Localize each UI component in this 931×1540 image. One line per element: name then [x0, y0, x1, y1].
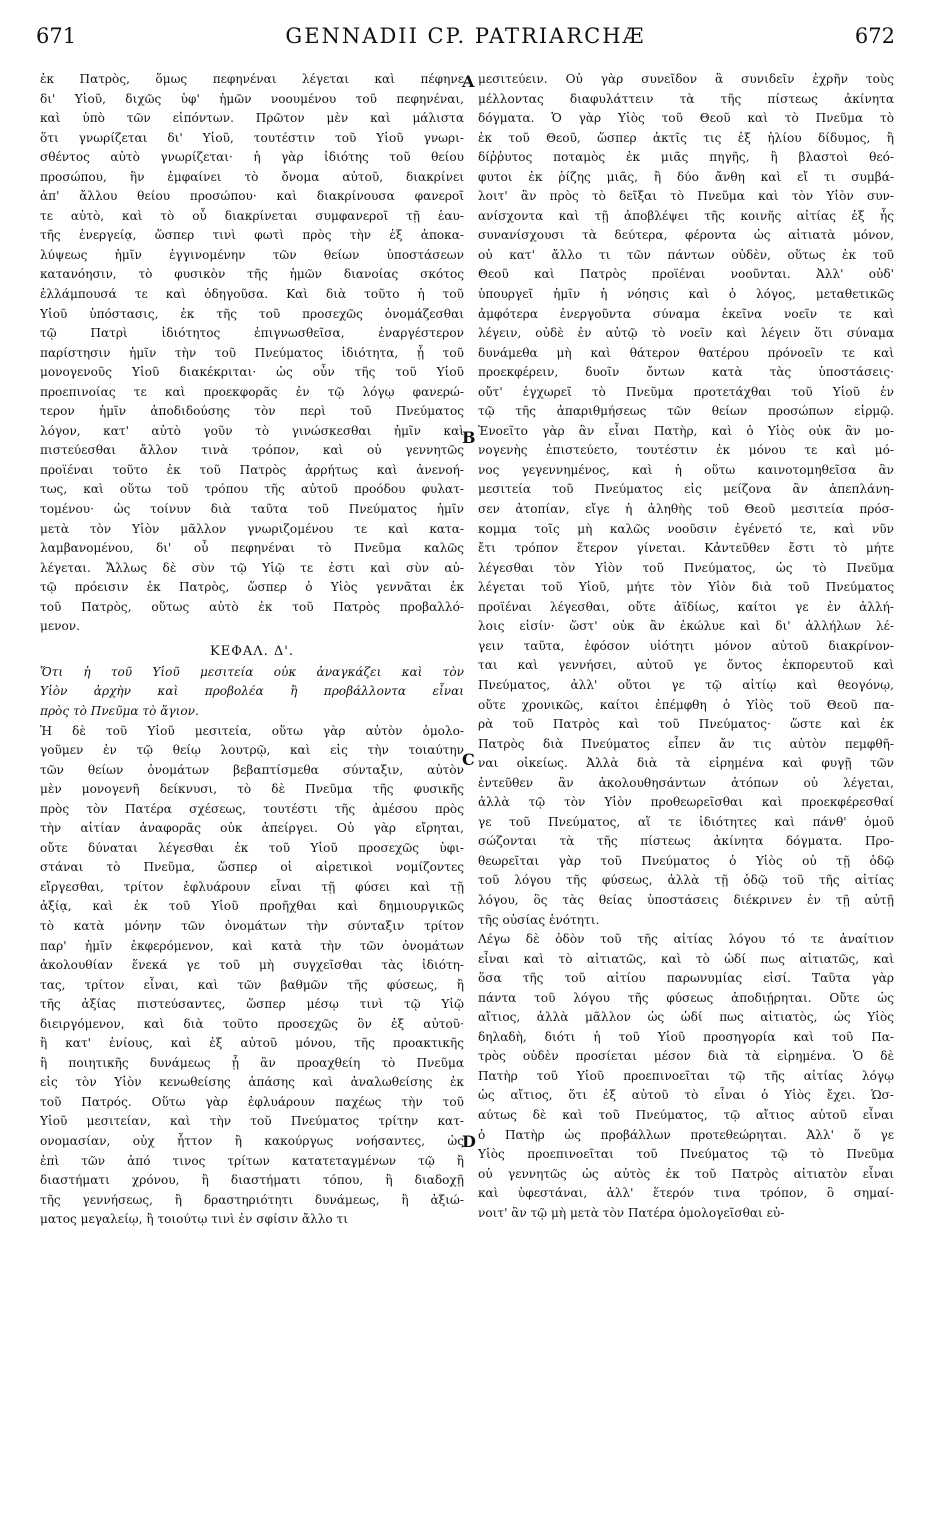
text-line: μενον. — [40, 619, 80, 634]
text-line: διαστήματι χρόνου, ἢ διαστήματι τόπου, ἢ διαδοχῇ — [40, 1173, 464, 1188]
text-line: φυτοι ἐκ ῥίζης μιᾶς, ἢ δύο ἄνθη καὶ εἴ τι συμβά- — [478, 169, 894, 184]
text-line: λαμβανομένου, δι' οὗ πεφηνέναι τὸ Πνεῦμα καλῶς — [40, 541, 464, 556]
text-line: ἀπ' ἄλλου θείου προσώπου· καὶ διακρίνουσα φανεροῖ — [40, 189, 464, 204]
text-line: νοιτ' ἂν τῷ μὴ μετὰ τὸν Πατέρα ὁμολογεῖσθαι εὐ- — [478, 1205, 785, 1220]
chapter-heading: ΚΕΦΑΛ. Δ'. — [210, 643, 294, 659]
text-line: Υἱοῦ μεσιτείαν, καὶ τὴν τοῦ Πνεύματος τρίτην κατ- — [40, 1114, 464, 1129]
right-paragraph-1 — [478, 70, 894, 930]
text-line: ὡς αἴτιος, ὅτι ἐξ αὐτοῦ τὸ εἶναι ὁ Υἱὸς ἔχει. Ὡσ- — [478, 1088, 894, 1103]
text-line: ἀμφότερα ἐνεργοῦντα σύναμα ἐκεῖνα νοεῖν τε καὶ — [478, 306, 894, 321]
text-line: προεκφέρειν, δυοῖν ὄντων κατὰ τὰς ὑποστάσεις· — [478, 365, 894, 380]
text-line: τερον ἡμῖν ἀποδιδούσης τὸν περὶ τοῦ Πνεύματος — [40, 404, 464, 419]
text-line: τρὸς οὐδὲν προσίεται μέσον διὰ τὰ εἰρημένα. Ὁ δὲ — [478, 1049, 894, 1064]
text-line: ρὰ τοῦ Πατρὸς καὶ τοῦ Πνεύματος· ὥστε καὶ ἐκ — [478, 717, 894, 732]
text-line: προϊέναι τοῦτο ἐκ τοῦ Πατρὸς ἀρρήτως καὶ ἀνενοή- — [40, 462, 464, 477]
text-line: Ἡ δὲ τοῦ Υἱοῦ μεσιτεία, οὕτω γὰρ αὐτὸν ὁμολο- — [40, 723, 464, 738]
running-header — [36, 24, 895, 54]
text-line: μεσιτεία τοῦ Πνεύματος εἰς μείζονα ἂν ἀπεπλάνη- — [478, 482, 894, 497]
text-line: νος γεγεννημένος, καὶ ἡ οὕτω καινοτομηθεῖσα ἂν — [478, 462, 894, 477]
text-line: τῆς ἐνεργείᾳ, ὥσπερ τινὶ φωτὶ πρὸς τὴν ἐξ ἀποκα- — [40, 228, 464, 243]
text-line: προεπινοίας τε καὶ προεκφορᾶς ἐν τῷ λόγῳ φανερώ- — [40, 384, 464, 399]
text-line: τῆς ἀξίας πιστεύσαντες, ὥσπερ μέσῳ τινὶ τῷ Υἱῷ — [40, 997, 464, 1012]
text-line: τῶν θείων ὀνομάτων βεβαπτίσμεθα σύνταξιν, αὐτὸν — [40, 762, 464, 777]
text-line: ἐκ τοῦ Θεοῦ, ὥσπερ ἀκτῖς τις ἐξ ἡλίου δίδυμος, ἢ — [478, 130, 894, 145]
text-line: ται καὶ γεννήσει, αὐτοῦ γε ὄντος ἐκπορευτοῦ καὶ — [478, 658, 894, 673]
text-line: τῷ πρόεισιν ἐκ Πατρὸς, ὥσπερ ὁ Υἱὸς γεννᾶται ἐκ — [40, 580, 464, 595]
text-line: Λέγω δὲ ὁδὸν τοῦ τῆς αἰτίας λόγου τό τε ἀναίτιον — [478, 932, 894, 947]
text-line: διειργόμενον, καὶ διὰ τοῦτο προσεχῶς ὂν ἐξ αὐτοῦ· — [40, 1016, 464, 1031]
text-line: μέλλοντας διαφυλάττειν τὰ τῆς πίστεως ἀκίνητα — [478, 91, 894, 106]
left-paragraph-1 — [40, 70, 464, 637]
margin-letter-d: D — [462, 1132, 476, 1151]
text-line: ὅτι γνωρίζεται δι' Υἱοῦ, τουτέστιν τοῦ Υἱοῦ γνωρι- — [40, 130, 464, 145]
text-line: τὸ κατὰ μόνην τῶν ὀνομάτων τὴν σύνταξιν τρίτον — [40, 918, 464, 933]
text-line: προϊέναι λέγεσθαι, οὔτε ἀϊδίως, καίτοι γε ἐν ἀλλή- — [478, 599, 894, 614]
text-line: ὅσα τῆς τοῦ αἰτίου παρωνυμίας εἰσί. Ταῦτα γὰρ — [478, 971, 894, 986]
left-paragraph-2 — [40, 722, 464, 1230]
text-line: σεν ἀτοπίαν, εἴγε ἡ ἀληθὴς τοῦ Θεοῦ μεσιτεία πρόσ- — [478, 502, 894, 517]
text-line: τῷ τῆς ἀπαριθμήσεως τῶν θείων προσώπων εἱρμῷ. — [478, 404, 894, 419]
text-line: κομμα τοῖς μὴ καλῶς νοοῦσιν ἐγένετό τε, καὶ νῦν — [478, 521, 894, 536]
text-line: προσώπου, ἣν ἐμφαίνει τὸ ὄνομα αὐτοῦ, διακρίνει — [40, 169, 464, 184]
text-line: γειν ταῦτα, ἐφόσον υἱότητι μόνον αὐτοῦ διακρίνον- — [478, 638, 894, 653]
text-line: Υἱὸν ἀρχὴν καὶ προβολέα ἢ προβάλλοντα εἶναι — [40, 684, 464, 699]
text-line: λέγεται. Ἄλλως δὲ σὺν τῷ Υἱῷ τε ἐστι καὶ σὺν αὐ- — [40, 560, 464, 575]
text-line: καὶ ὑπὸ τῶν εἰπόντων. Πρῶτον μὲν καὶ μάλιστα — [40, 111, 464, 126]
text-line: τοῦ Πατρὸς, οὕτως αὐτὸ ἐκ τοῦ Πατρὸς προβαλλό- — [40, 599, 464, 614]
left-column — [40, 70, 464, 1230]
text-line: παρίστησιν ἡμῖν τὴν τοῦ Πνεύματος ἰδιότητα, ᾗ τοῦ — [40, 345, 464, 360]
text-line: παρ' ἡμῖν ἐκφερόμενον, καὶ κατὰ τὴν τῶν ὀνομάτων — [40, 938, 464, 953]
text-line: αἴτιος, ἀλλὰ μᾶλλον ὡς ὡδί πως αἰτιατὸς, ὡς Υἱὸς — [478, 1010, 894, 1025]
text-line: Υἱοῦ ὑπόστασις, ἐκ τῆς τοῦ προσεχῶς ὀνομάζεσθαι — [40, 306, 464, 321]
text-line: μονογενοῦς Υἱοῦ διακέκριται· ὡς οὖν τῆς τοῦ Υἱοῦ — [40, 365, 464, 380]
page-number-left: 671 — [36, 24, 77, 48]
text-line: λόγου, ὃς τὰς θείας ὑποστάσεις διέκρινεν ἐν τῇ αὐτῇ — [478, 892, 894, 907]
page-number-right: 672 — [854, 24, 895, 48]
text-line: ἀκολουθίαν ἕνεκά γε τοῦ μὴ συγχεῖσθαι τὰς ἰδιότη- — [40, 958, 464, 973]
text-line: πρὸς τὸν Πατέρα σχέσεως, τουτέστι τῆς ἀμέσου πρὸς — [40, 801, 464, 816]
text-line: ανίσχοντα καὶ τῇ ἀποβλέψει τῆς κοινῆς αἰτίας ἐξ ἧς — [478, 208, 894, 223]
text-line: ναι οἰκείως. Ἀλλὰ διὰ τὰ εἰρημένα καὶ φυγῇ τῶν — [478, 756, 894, 771]
running-title: GENNADII CP. PATRIARCHÆ — [285, 24, 646, 48]
text-line: εἶναι καὶ τὸ αἰτιατῶς, καὶ τὸ ὡδί πως αἰτιατῶς, καὶ — [478, 951, 894, 966]
text-line: ἀξίᾳ, καὶ ἐκ τοῦ Υἱοῦ προῆχθαι καὶ δημιουργικῶς — [40, 899, 464, 914]
text-line: ονομασίαν, οὐχ ἧττον ἢ κακούργως νοήσαντες, ὡς — [40, 1133, 464, 1148]
text-line: Θεοῦ καὶ Πατρὸς προϊέναι νοοῦνται. Ἀλλ' οὐδ' — [478, 267, 894, 282]
text-line: τως, καὶ οὕτω τοῦ τρόπου τῆς αὐτοῦ προόδου φυλατ- — [40, 482, 464, 497]
text-line: οὔτε χρονικῶς, καίτοι ἐπέμφθη ὁ Υἱὸς τοῦ Θεοῦ πα- — [478, 697, 894, 712]
chapter-title — [40, 663, 464, 722]
text-line: εἴργεσθαι, τρίτον ἐφλυάρουν εἶναι τῇ φύσει καὶ τῇ — [40, 879, 464, 894]
text-line: οὐ γεννητῶς ὡς αὐτὸς ἐκ τοῦ Πατρὸς αἰτιατὸν εἶναι — [478, 1166, 894, 1181]
text-line: δόγματα. Ὁ γὰρ Υἱὸς τοῦ Θεοῦ καὶ τὸ Πνεῦμα τὸ — [478, 111, 894, 126]
text-line: οὔτε δύναται λέγεσθαι ἐκ τοῦ Υἱοῦ προσεχῶς ὑφι- — [40, 840, 464, 855]
text-line: εἰς τὸν Υἱὸν κενωθείσης ἁπάσης καὶ ἀναλωθείσης ἐκ — [40, 1075, 464, 1090]
text-line: μεσιτεύειν. Οὐ γὰρ συνεῖδον ἃ συνιδεῖν ἐχρῆν τοὺς — [478, 72, 894, 86]
text-line: οὔτ' ἐγχωρεῖ τὸ Πνεῦμα προτετάχθαι τοῦ Υἱοῦ ἐν — [478, 384, 894, 399]
text-line: αύτως δὲ καὶ τοῦ Πνεύματος, τῷ αἴτιος αὐτοῦ εἶναι — [478, 1107, 894, 1122]
text-line: δυνάμεθα μὴ καὶ θάτερον θατέρου πρόνοεῖν τε καὶ — [478, 345, 894, 360]
text-line: μὲν μονογενῆ δείκνυσι, τὸ δὲ Πνεῦμα τῆς φυσικῆς — [40, 782, 464, 797]
text-line: πιστεύεσθαι ἄλλον τινὰ τρόπον, καὶ οὐ γεννητῶς — [40, 443, 464, 458]
text-line: λύψεως ἡμῖν ἐγγινομένην τῶν θείων ὑποστάσεων — [40, 247, 464, 262]
text-line: μετὰ τὸν Υἱὸν μᾶλλον γνωριζομένου τε καὶ κατα- — [40, 521, 464, 536]
text-line: σθέντος αὐτὸ γνωρίζεται· ἡ γὰρ ἰδιότης τοῦ θείου — [40, 150, 464, 165]
margin-letter-a: A — [462, 72, 475, 91]
text-line: ἔτι τρόπον ἕτερον γίνεται. Κἀντεῦθεν ἔστι τὸ μήτε — [478, 541, 894, 556]
text-line: συνανίσχουσι τὰ δεύτερα, φέροντα ὡς αἰτιατὰ μόνον, — [478, 228, 894, 243]
text-line: Πνεύματος, ἀλλ' οὔτοι γε τῷ αἰτίῳ καὶ θεογόνῳ, — [478, 677, 894, 692]
text-line: καὶ ὑφεστάναι, ἀλλ' ἕτερόν τινα τρόπον, ὃ σημαί- — [478, 1186, 894, 1201]
right-paragraph-2 — [478, 930, 894, 1223]
text-line: Ἐνοεῖτο γὰρ ἂν εἶναι Πατὴρ, καὶ ὁ Υἱὸς οὐκ ἂν μο- — [478, 423, 894, 438]
text-line: ἐλλάμπουσά τε καὶ ὁδηγοῦσα. Καὶ διὰ τοῦτο ἡ τοῦ — [40, 287, 464, 302]
text-line: ἐπὶ τῶν ἀπό τινος τρίτων κατατεταγμένων τῷ ἢ — [40, 1153, 464, 1168]
text-line: ὁ Πατὴρ ὡς προβάλλων προτεθεώρηται. Ἀλλ' ὅ γε — [478, 1127, 894, 1142]
text-line: τὴν αἰτίαν ἀναφορᾶς οὐκ ἀπείργει. Οὐ γὰρ εἴρηται, — [40, 821, 464, 836]
text-line: ἢ κατ' ἐνίους, καὶ ἐξ αὐτοῦ μόνου, τῆς προακτικῆς — [40, 1036, 464, 1051]
text-line: τῆς οὐσίας ἑνότητι. — [478, 912, 600, 927]
text-line: λέγεται τοῦ Υἱοῦ, μήτε τὸν Υἱὸν διὰ τοῦ Πνεύματος — [478, 580, 894, 595]
text-line: οὐ κατ' ἄλλο τι τῶν πάντων οὐδὲν, οὕτως ἐκ τοῦ — [478, 247, 894, 262]
text-line: λέγεσθαι τὸν Υἱὸν τοῦ Πνεύματος, ὡς τὸ Πνεῦμα — [478, 560, 894, 575]
text-line: ἐντεῦθεν ἂν ἀκολουθησάντων ἀτόπων οὐ λέγεται, — [478, 775, 894, 790]
text-line: γε τοῦ Πνεύματος, αἵ τε ἰδιότητες καὶ πάνθ' ὁμοῦ — [478, 814, 894, 829]
text-line: ματος μεγαλείῳ, ἢ τοιούτῳ τινὶ ἐν σφίσιν ἄλλο τι — [40, 1212, 348, 1227]
text-line: λοις εἰσίν· ὥστ' οὐκ ἂν ἐκώλυε καὶ δι' ἀλλήλων λέ- — [478, 619, 894, 634]
text-line: σώζονται τὰ τῆς πίστεως ἀκίνητα δόγματα. Προ- — [478, 834, 894, 849]
text-line: τε αὐτὸ, καὶ τὸ οὗ διακρίνεται συμφανεροῖ τῇ ἑαυ- — [40, 208, 464, 223]
text-line: λοιτ' ἂν πρὸς τὸ δεῖξαι τὸ Πνεῦμα καὶ τὸν Υἱὸν συν- — [478, 189, 894, 204]
text-line: δι' Υἱοῦ, διχῶς ὑφ' ἡμῶν νοουμένου τοῦ πεφηνέναι, — [40, 91, 464, 106]
text-line: Ὅτι ἡ τοῦ Υἱοῦ μεσιτεία οὐκ ἀναγκάζει καὶ τὸν — [40, 664, 464, 679]
text-line: ὑπουργεῖ ἡμῖν ἡ νόησις καὶ ὁ λόγος, μεταθετικῶς — [478, 287, 894, 302]
text-line: πρὸς τὸ Πνεῦμα τὸ ἅγιον. — [40, 703, 199, 718]
text-line: νογενὴς ἐπιστεύετο, τουτέστιν ἐκ μόνου τε καὶ μό- — [478, 443, 894, 458]
text-line: ἐκ Πατρὸς, ὅμως πεφηνέναι λέγεται καὶ πέφηνε — [40, 72, 464, 86]
text-line: τομένου· ὡς τοίνυν διὰ ταῦτα τοῦ Πνεύματος ἡμῖν — [40, 502, 464, 517]
text-line: στάναι τὸ Πνεῦμα, ὥσπερ οἱ αἱρετικοὶ νομίζοντες — [40, 860, 464, 875]
text-line: Υἱὸς προεπινοεῖται τοῦ Πνεύματος τῷ τὸ Πνεῦμα — [478, 1147, 894, 1162]
text-line: ἢ ποιητικῆς δυνάμεως ᾗ ἂν προαχθείη τὸ Πνεῦμα — [40, 1055, 464, 1070]
text-line: τοῦ λόγου τῆς φύσεως, ἀλλὰ τῇ ὁδῷ τοῦ τῆς αἰτίας — [478, 873, 894, 888]
text-line: Πατὴρ τοῦ Υἱοῦ προεπινοεῖται τῷ τῆς αἰτίας λόγῳ — [478, 1068, 894, 1083]
text-line: Πατρὸς διὰ Πνεύματος εἶπεν ἄν τις αὐτὸν πεμφθῆ- — [478, 736, 894, 751]
text-line: θεωρεῖται γὰρ τοῦ Πνεύματος ὁ Υἱὸς οὐ τῇ ὁδῷ — [478, 853, 894, 868]
text-line: λέγειν, οὐδὲ ἐν αὐτῷ τὸ νοεῖν καὶ λέγειν ὅτι σύναμα — [478, 326, 894, 341]
text-line: ἀλλὰ τῷ τὸν Υἱὸν προθεωρεῖσθαι καὶ προεκφέρεσθαί — [478, 795, 894, 810]
text-line: τῆς γεννήσεως, ἢ δραστηριότητι δυνάμεως, ἢ ἀξιώ- — [40, 1192, 464, 1207]
margin-letter-b: B — [462, 428, 476, 447]
margin-letter-c: C — [462, 750, 475, 769]
text-line: κατανόησιν, τὸ φυσικὸν τῆς ἡμῶν διανοίας σκότος — [40, 267, 464, 282]
text-line: τῷ Πατρὶ ἰδιότητος ἐπιγνωσθεῖσα, ἐναργέστερον — [40, 326, 464, 341]
text-line: γοῦμεν ἐν τῷ θείῳ λουτρῷ, καὶ εἰς τὴν τοιαύτην — [40, 743, 464, 758]
text-line: λόγον, κατ' αὐτὸ γοῦν τὸ γινώσκεσθαι ἡμῖν καὶ — [40, 423, 464, 438]
text-line: πάντα τοῦ λόγου τῆς φύσεως ἀποδιῄρηται. Οὔτε ὡς — [478, 990, 894, 1005]
text-line: δίῤῥυτος ποταμὸς ἐκ μιᾶς πηγῆς, ἢ βλαστοὶ θεό- — [478, 150, 894, 165]
right-column — [478, 70, 894, 1223]
text-line: δηλαδὴ, διότι ἡ τοῦ Υἱοῦ προσηγορία καὶ τοῦ Πα- — [478, 1029, 894, 1044]
text-line: τας, τρίτον εἶναι, καὶ τῶν βαθμῶν τῆς φύσεως, ἢ — [40, 977, 464, 992]
text-line: τοῦ Πατρός. Οὕτω γὰρ ἐφλυάρουν παχέως τὴν τοῦ — [40, 1094, 464, 1109]
